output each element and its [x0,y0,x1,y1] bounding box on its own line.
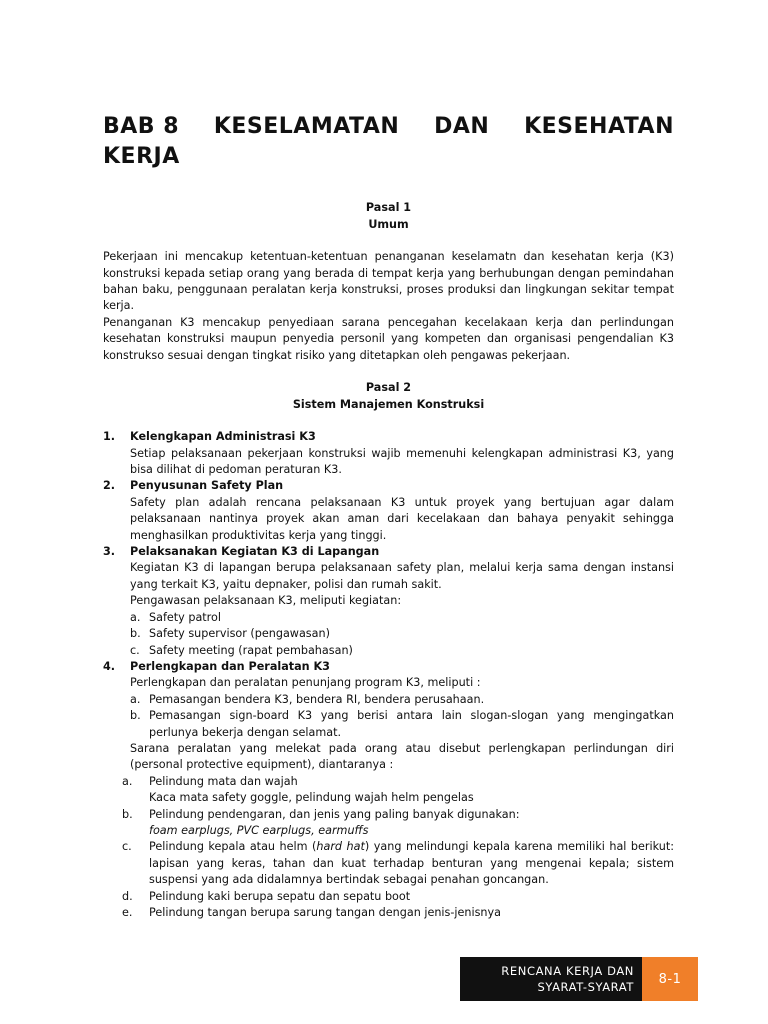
list-item-text: Safety plan adalah rencana pelaksanaan K3 untuk proyek yang bertujuan agar dalam pelaksanaan nantinya proyek akan aman dari kecelakaan dan bahaya penyakit sehingga menghasilkan produktivitas kerja yang tinggi. [130,495,674,542]
ppe-item-text: Pelindung mata dan wajah [149,774,298,788]
list-item [103,429,674,478]
sub-item-letter: b. [130,627,141,641]
sub-item-text: Pemasangan bendera K3, bendera RI, bendera perusahaan. [149,692,485,706]
sub-item-letter: c. [130,643,140,657]
ppe-item-letter: e. [122,906,133,919]
ppe-item-text [149,839,674,888]
list-item-title: Perlengkapan dan Peralatan K3 [130,659,330,673]
list-item-text: Kegiatan K3 di lapangan berupa pelaksanaan safety plan, melalui kerja sama dengan instansi yang terkait K3, yaitu depnaker, polisi dan rumah sakit. [130,561,674,591]
page-number: 8-1 [642,957,698,1001]
list-item [103,659,674,922]
list-item-text: Pengawasan pelaksanaan K3, meliputi kegiatan: [130,594,402,608]
footer-title-line: SYARAT-SYARAT [537,980,634,994]
ppe-item-text-part: ) yang melindungi kepala karena memiliki hal berikut: lapisan yang keras, tahan dan kuat terhadap benturan yang mengenai kepala; sistem suspensi yang ada didalamnya bertindak sebagai penahan goncangan. [149,840,674,887]
ppe-item [122,774,674,807]
pasal-1-paragraph: Penanganan K3 mencakup penyediaan sarana pencegahan kecelakaan kerja dan perlindungan kesehatan konstruksi maupun penyedia personil yang kompeten dan organisasi pengendalian K3 konstrukso sesuai dengan tingkat risiko yang ditetapkan oleh pengawas pekerjaan. [103,315,674,362]
sub-item-text: Pemasangan sign-board K3 yang berisi antara lain slogan-slogan yang mengingatkan perlunya bekerja dengan selamat. [149,709,674,739]
chapter-title-line-2: KERJA [103,144,180,169]
ppe-item [122,839,674,888]
ppe-item-text: Pelindung tangan berupa sarung tangan dengan jenis-jenisnya [149,906,501,919]
ppe-item-text-part: Pelindung kepala atau helm ( [149,840,317,854]
ppe-item-detail: Kaca mata safety goggle, pelindung wajah helm pengelas [149,791,474,805]
pasal-1-heading: Pasal 1 [365,201,412,214]
ppe-item-detail: foam earplugs, PVC earplugs, earmuffs [149,823,369,837]
ppe-item [122,807,674,840]
ppe-item-letter: c. [122,840,132,854]
list-item-number: 1. [103,430,116,444]
document-page [103,112,674,921]
sub-item-text: Safety meeting (rapat pembahasan) [149,643,353,657]
footer-title-line: RENCANA KERJA DAN [501,964,634,978]
list-item-text: Sarana peralatan yang melekat pada orang atau disebut perlengkapan perlindungan diri (personal protective equipment), diantaranya : [130,741,674,772]
ppe-item-letter: b. [122,807,133,821]
pasal-2-heading: Pasal 2 [365,381,412,395]
sub-item [130,708,674,741]
chapter-title-word: KESEHATAN [524,114,674,139]
footer-document-title [460,957,642,1001]
list-item [103,544,674,659]
pasal-2-subheading: Sistem Manajemen Konstruksi [292,397,485,411]
ppe-item-letter: a. [122,774,133,788]
list-item-number: 3. [103,545,116,559]
list-item-title: Pelaksanakan Kegiatan K3 di Lapangan [130,545,380,559]
chapter-title-word: DAN [434,114,490,139]
sub-item-letter: a. [130,610,141,624]
chapter-title-word: KESELAMATAN [213,114,400,139]
sub-item-text: Safety supervisor (pengawasan) [149,627,330,641]
chapter-title [103,112,674,172]
ppe-item-text: Pelindung pendengaran, dan jenis yang paling banyak digunakan: [149,807,520,821]
ppe-item-letter: d. [122,889,133,903]
sub-item [130,643,674,659]
ppe-item [122,889,674,905]
chapter-title-line-1 [103,112,674,142]
list-item-text: Setiap pelaksanaan pekerjaan konstruksi wajib memenuhi kelengkapan administrasi K3, yang bisa dilihat di pedoman peraturan K3. [130,446,674,477]
sub-item [130,692,674,708]
ppe-item-text: Pelindung kaki berupa sepatu dan sepatu boot [149,889,411,903]
sub-item [130,626,674,642]
list-item [103,478,674,544]
sub-item-letter: b. [130,709,141,723]
list-item-number: 2. [103,479,116,493]
list-item-title: Kelengkapan Administrasi K3 [130,430,316,444]
page-footer [460,957,698,1001]
chapter-title-word: BAB 8 [103,114,180,139]
pasal-1-subheading: Umum [368,217,409,231]
sub-item [130,610,674,626]
list-item-number: 4. [103,659,116,673]
pasal-1-paragraph: Pekerjaan ini mencakup ketentuan-ketentuan penanganan keselamatn dan kesehatan kerja (K3) konstruksi kepada setiap orang yang berada di tempat kerja yang berhubungan dengan pemindahan bahan baku, penggunaan peralatan kerja konstruksi, proses produksi dan lingkungan sekitar tempat kerja. [103,250,674,313]
sub-item-letter: a. [130,692,141,706]
list-item-title: Penyusunan Safety Plan [130,479,284,493]
sub-item-text: Safety patrol [149,610,221,624]
ppe-item-text-italic: hard hat [316,840,365,854]
ppe-item [122,905,674,921]
list-item-text: Perlengkapan dan peralatan penunjang program K3, meliputi : [130,676,481,690]
